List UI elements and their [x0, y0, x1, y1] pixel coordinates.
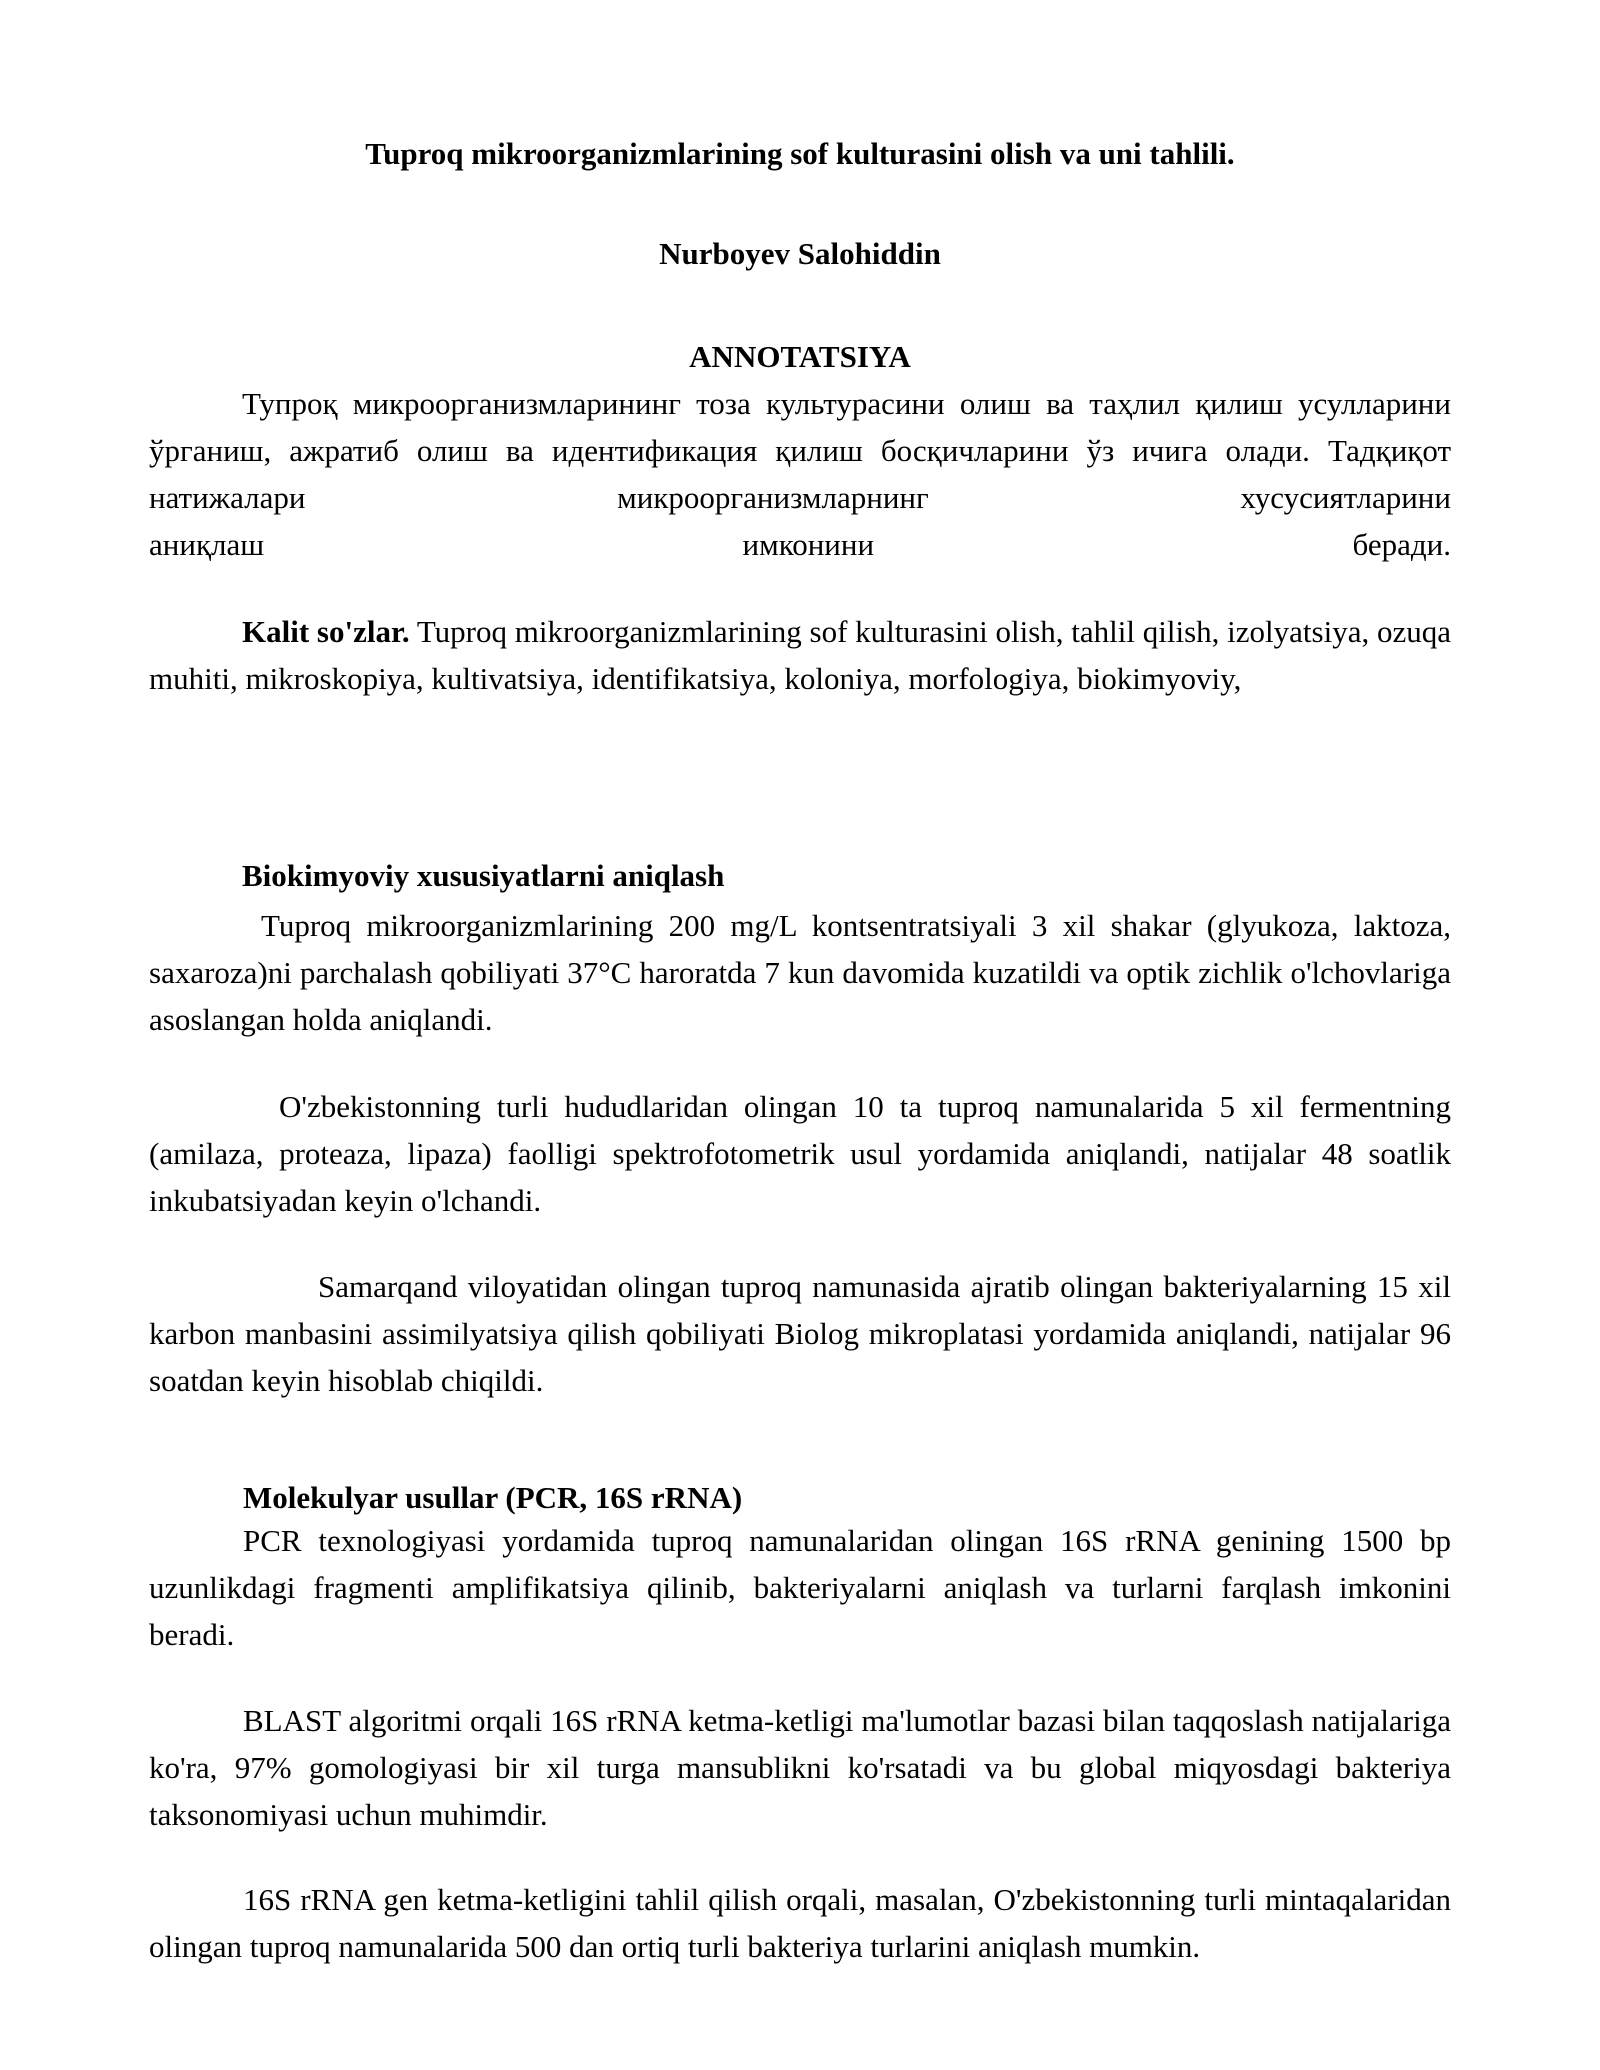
- section-heading-molecular: Molekulyar usullar (PCR, 16S rRNA): [243, 1480, 743, 1515]
- keywords-label: Kalit so'zlar.: [242, 614, 410, 649]
- paragraph-blast: BLAST algoritmi orqali 16S rRNA ketma-ketligi ma'lumotlar bazasi bilan taqqoslash natijalariga ko'ra, 97% gomologiyasi bir xil turga mansublikni ko'rsatadi va bu global miqyosdagi bakteriya taksonomiyasi uchun muhimdir.: [149, 1703, 1451, 1832]
- section-heading-biochemical: Biokimyoviy xususiyatlarni aniqlash: [242, 858, 725, 893]
- keywords-paragraph: [149, 608, 1451, 702]
- annotation-heading: ANNOTATSIYA: [689, 339, 911, 374]
- annotation-text-last-line: аниқлаш имконини беради.: [149, 527, 1451, 562]
- paragraph-pcr: PCR texnologiyasi yordamida tuproq namunalaridan olingan 16S rRNA genining 1500 bp uzunlikdagi fragmenti amplifikatsiya qilinib, bakteriyalarni aniqlash va turlarni farqlash imkonini beradi.: [149, 1523, 1451, 1652]
- keywords-text: Tuproq mikroorganizmlarining sof kulturasini olish, tahlil qilish, izolyatsiya, ozuqa muhiti, mikroskopiya, kultivatsiya, identifikatsiya, koloniya, morfologiya, biokimyoviy,: [149, 614, 1451, 696]
- annotation-body: [149, 380, 1451, 568]
- annotation-text: Тупроқ микроорганизмларининг тоза культурасини олиш ва таҳлил қилиш усулларини ўрганиш, ажратиб олиш ва идентификация қилиш босқичларини ўз ичига олади. Тадқиқот натижалари микроорганизмларнинг хусусиятларини: [149, 386, 1451, 515]
- paragraph-enzyme-activity: O'zbekistonning turli hududlaridan olingan 10 ta tuproq namunalarida 5 xil fermentning (amilaza, proteaza, lipaza) faolligi spektrofotometrik usul yordamida aniqlandi, natijalar 48 soatlik inkubatsiyadan keyin o'lchandi.: [149, 1089, 1451, 1218]
- paragraph-16s-analysis: 16S rRNA gen ketma-ketligini tahlil qilish orqali, masalan, O'zbekistonning turli mintaqalaridan olingan tuproq namunalarida 500 dan ortiq turli bakteriya turlarini aniqlash mumkin.: [149, 1882, 1451, 1964]
- paragraph-sugar-breakdown: Tuproq mikroorganizmlarining 200 mg/L kontsentratsiyali 3 xil shakar (glyukoza, laktoza, saxaroza)ni parchalash qobiliyati 37°C haroratda 7 kun davomida kuzatildi va optik zichlik o'lchovlariga asoslangan holda aniqlandi.: [149, 908, 1451, 1037]
- paragraph-carbon-assimilation: Samarqand viloyatidan olingan tuproq namunasida ajratib olingan bakteriyalarning 15 xil karbon manbasini assimilyatsiya qilish qobiliyati Biolog mikroplatasi yordamida aniqlandi, natijalar 96 soatdan keyin hisoblab chiqildi.: [149, 1269, 1451, 1398]
- author-name: Nurboyev Salohiddin: [659, 236, 941, 271]
- document-title: Tuproq mikroorganizmlarining sof kulturasini olish va uni tahlili.: [365, 136, 1235, 171]
